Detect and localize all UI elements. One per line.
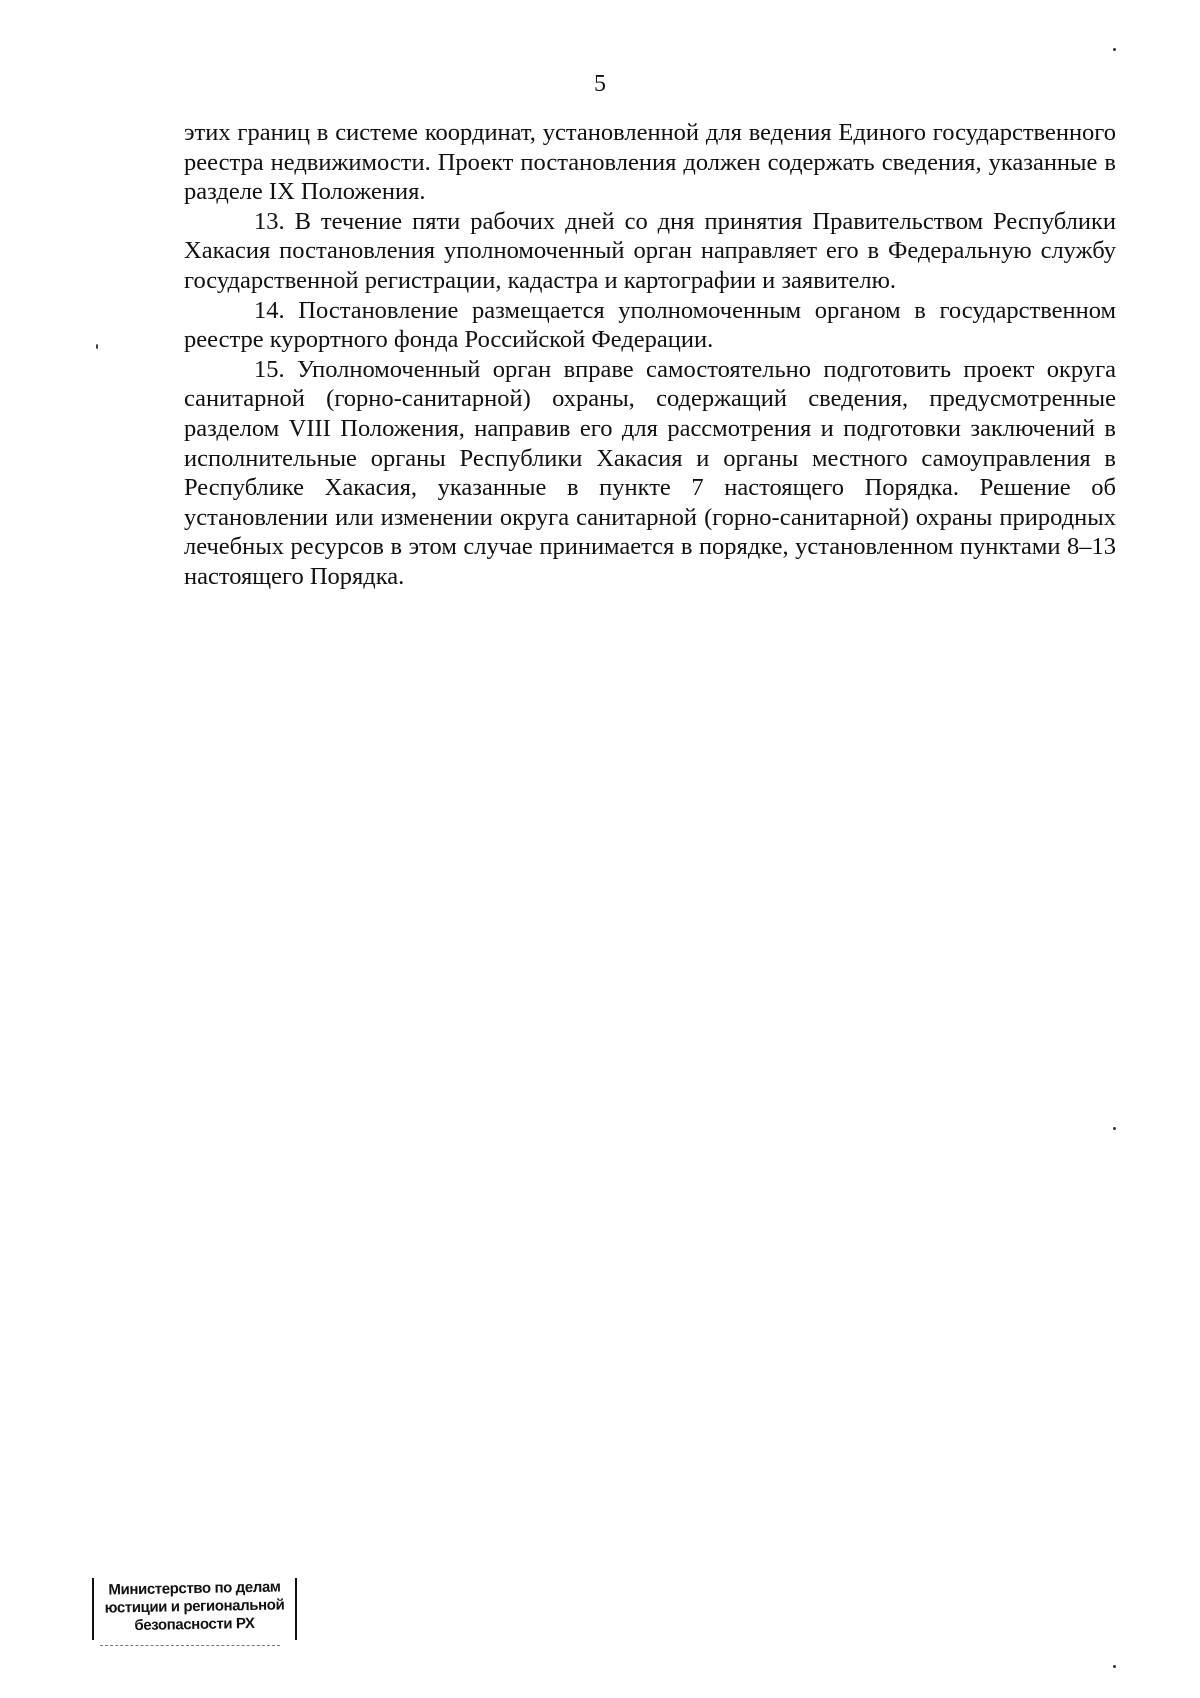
scan-speck [1113, 1665, 1116, 1668]
paragraph-12-continuation: этих границ в системе координат, установленной для ведения Единого государственного реестра недвижимости. Проект постановления должен содержать сведения, указанные в разделе IX Положения. [184, 119, 1116, 206]
stamp-line-3: безопасности РХ [134, 1614, 255, 1635]
scan-speck [1113, 48, 1116, 51]
paragraph-14: 14. Постановление размещается уполномоченным органом в государственном реестре курортного фонда Российской Федерации. [184, 296, 1116, 354]
paragraph-15: 15. Уполномоченный орган вправе самостоятельно подготовить проект округа санитарной (горно-санитарной) охраны, содержащий сведения, предусмотренные разделом VIII Положения, направив его для рассмотрения и подготовки заключений в исполнительные органы Республики Хакасия и органы местного самоуправления в Республике Хакасия, указанные в пункте 7 настоящего Порядка. Решение об установлении или изменении округа санитарной (горно-санитарной) охраны природных лечебных ресурсов в этом случае принимается в порядке, установленном пунктами 8–13 настоящего Порядка. [184, 355, 1116, 590]
scan-speck [1113, 1127, 1116, 1130]
stamp-underline [100, 1644, 280, 1646]
ministry-stamp [92, 1578, 297, 1640]
document-body [184, 118, 1116, 592]
scan-speck [96, 344, 98, 349]
page-number: 5 [594, 71, 606, 97]
stamp-line-1: Министерство по делам [108, 1578, 281, 1599]
stamp-line-2: юстиции и региональной [104, 1596, 285, 1617]
paragraph-13: 13. В течение пяти рабочих дней со дня принятия Правительством Республики Хакасия постановления уполномоченный орган направляет его в Федеральную службу государственной регистрации, кадастра и картографии и заявителю. [184, 207, 1116, 294]
